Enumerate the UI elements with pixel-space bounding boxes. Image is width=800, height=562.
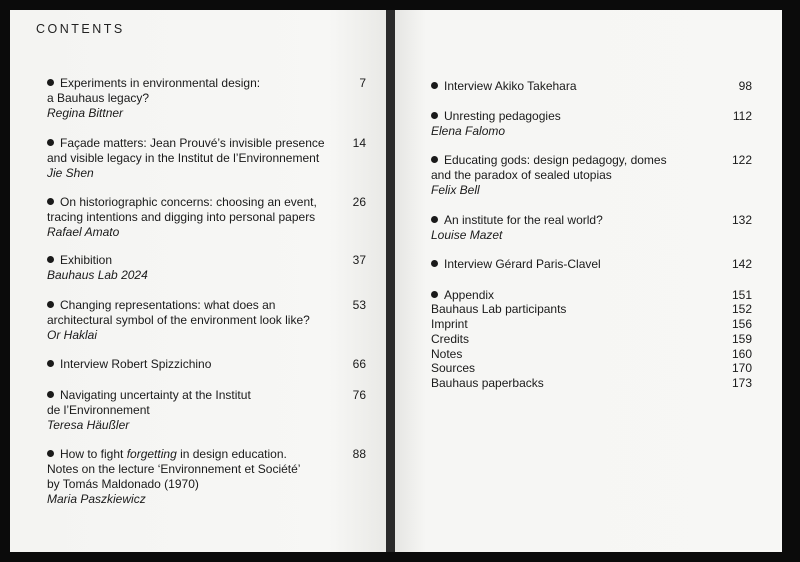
page-number: 66 xyxy=(352,357,366,371)
bullet-icon xyxy=(47,391,54,398)
page-number: 98 xyxy=(738,79,752,93)
toc-entry: Educating gods: design pedagogy, domes and the paradox of sealed utopias Felix Bell xyxy=(431,153,667,197)
page-number: 26 xyxy=(352,195,366,209)
bullet-icon xyxy=(47,198,54,205)
bullet-icon xyxy=(431,156,438,163)
toc-entry: Unresting pedagogies Elena Falomo xyxy=(431,109,561,138)
page-number: 7 xyxy=(359,76,366,90)
appendix-item: Bauhaus Lab participants xyxy=(431,302,567,316)
page-number: 170 xyxy=(731,361,752,375)
toc-entry: Navigating uncertainty at the Institut de l’Environnement Teresa Häußler xyxy=(47,388,251,432)
page-number: 53 xyxy=(352,298,366,312)
bullet-icon xyxy=(47,139,54,146)
page-number: 142 xyxy=(731,257,752,271)
page-number: 173 xyxy=(731,376,752,390)
bullet-icon xyxy=(47,256,54,263)
bullet-icon xyxy=(47,450,54,457)
page-number: 122 xyxy=(731,153,752,167)
page-number: 160 xyxy=(731,347,752,361)
page-number: 76 xyxy=(352,388,366,402)
bullet-icon xyxy=(47,79,54,86)
appendix-item: Imprint xyxy=(431,317,468,331)
page-number: 112 xyxy=(732,109,752,123)
appendix-item: Bauhaus paperbacks xyxy=(431,376,544,390)
contents-heading: CONTENTS xyxy=(36,22,125,36)
page-number: 159 xyxy=(731,332,752,346)
toc-entry: Interview Robert Spizzichino xyxy=(47,357,211,372)
toc-entry: An institute for the real world? Louise Mazet xyxy=(431,213,603,242)
bullet-icon xyxy=(431,112,438,119)
page-number: 151 xyxy=(731,288,752,302)
page-number: 88 xyxy=(352,447,366,461)
page-number: 132 xyxy=(731,213,752,227)
page-number: 152 xyxy=(731,302,752,316)
bullet-icon xyxy=(431,260,438,267)
appendix-item: Credits xyxy=(431,332,470,346)
toc-entry: Interview Gérard Paris-Clavel xyxy=(431,257,601,272)
toc-entry: Experiments in environmental design: a Bauhaus legacy? Regina Bittner xyxy=(47,76,261,120)
bullet-icon xyxy=(47,360,54,367)
appendix-item: Notes xyxy=(431,347,463,361)
toc-entry: Changing representations: what does an architectural symbol of the environment look like? Or Haklai xyxy=(47,298,310,342)
page-number: 14 xyxy=(352,136,366,150)
toc-entry: Façade matters: Jean Prouvé’s invisible presence and visible legacy in the Institut de l’Environnement Jie Shen xyxy=(47,136,325,180)
toc-entry: Exhibition Bauhaus Lab 2024 xyxy=(47,253,148,282)
toc-entry: How to fight forgetting in design education. Notes on the lecture ‘Environnement et Société’ by Tomás Maldonado (1970) Maria Paszkiewicz xyxy=(47,447,301,506)
toc-entry: Appendix xyxy=(431,288,494,303)
page-number: 156 xyxy=(731,317,752,331)
toc-entry: On historiographic concerns: choosing an event, tracing intentions and digging into personal papers Rafael Amato xyxy=(47,195,317,239)
bullet-icon xyxy=(431,82,438,89)
bullet-icon xyxy=(431,216,438,223)
page-number: 37 xyxy=(352,253,366,267)
bullet-icon xyxy=(431,291,438,298)
bullet-icon xyxy=(47,301,54,308)
appendix-item: Sources xyxy=(431,361,476,375)
toc-entry: Interview Akiko Takehara xyxy=(431,79,577,94)
book-gutter xyxy=(386,10,395,552)
